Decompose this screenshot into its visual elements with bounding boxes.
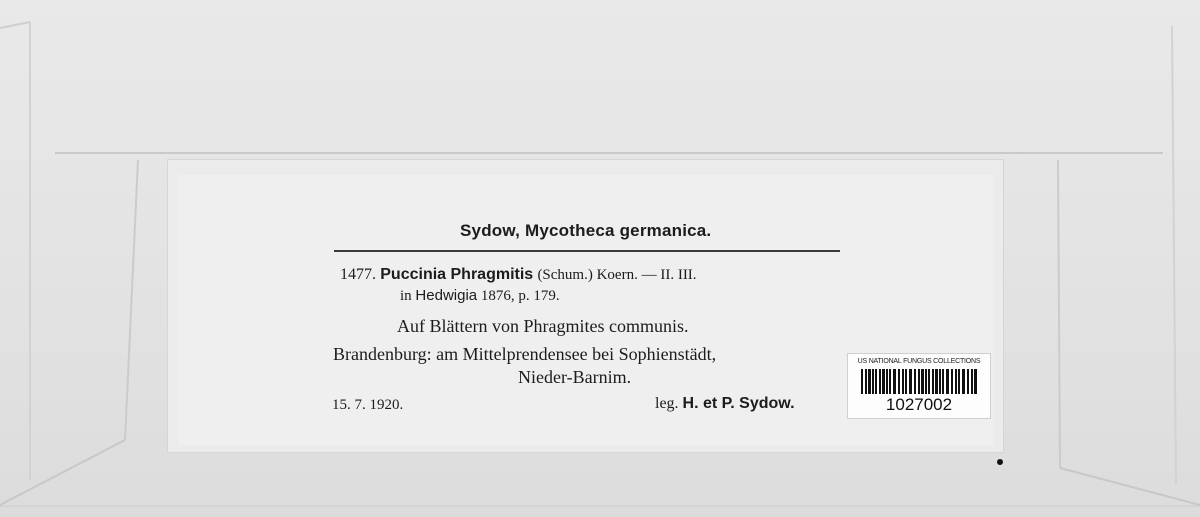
barcode-bar: [893, 369, 896, 394]
ink-spot: [997, 459, 1003, 465]
locality-line-1: Brandenburg: am Mittelprendensee bei Sophienstädt,: [333, 344, 717, 364]
collection-date: 15. 7. 1920.: [332, 397, 404, 413]
barcode-bar: [879, 369, 881, 394]
entry-number: 1477.: [340, 266, 376, 283]
reference-detail: 1876, p. 179.: [480, 288, 560, 304]
barcode-institution: US NATIONAL FUNGUS COLLECTIONS: [857, 358, 981, 365]
species-name: Puccinia Phragmitis: [380, 266, 534, 283]
barcode-label: [848, 354, 990, 418]
species-entry: [340, 264, 697, 284]
barcode-bar: [861, 369, 863, 394]
barcode-bar: [958, 369, 960, 394]
barcode-bars: [861, 369, 977, 394]
barcode-bar: [909, 369, 912, 394]
barcode-bar: [942, 369, 944, 394]
host-line: Auf Blättern von Phragmites communis.: [397, 316, 689, 336]
barcode-bar: [902, 369, 904, 394]
barcode-bar: [935, 369, 938, 394]
barcode-bar: [889, 369, 891, 394]
barcode-bar: [882, 369, 885, 394]
barcode-bar: [898, 369, 900, 394]
species-authority: (Schum.) Koern. — II. III.: [537, 267, 697, 283]
collector-names: H. et P. Sydow.: [682, 395, 795, 412]
barcode-bar: [974, 369, 977, 394]
literature-reference: [400, 287, 560, 305]
collector-prefix: leg.: [655, 395, 679, 412]
barcode-bar: [872, 369, 874, 394]
reference-journal: Hedwigia: [415, 287, 478, 304]
barcode-number: 1027002: [885, 395, 953, 414]
barcode-bar: [868, 369, 871, 394]
collector-line: [655, 395, 795, 413]
barcode-bar: [905, 369, 907, 394]
barcode-bar: [962, 369, 965, 394]
series-title: Sydow, Mycotheca germanica.: [460, 221, 712, 240]
barcode-bar: [921, 369, 924, 394]
barcode-bar: [967, 369, 969, 394]
barcode-bar: [865, 369, 867, 394]
barcode-bar: [932, 369, 934, 394]
barcode-bar: [928, 369, 930, 394]
barcode-bar: [875, 369, 877, 394]
barcode-bar: [946, 369, 949, 394]
barcode-bar: [955, 369, 957, 394]
title-divider: [334, 250, 840, 252]
barcode-bar: [914, 369, 916, 394]
barcode-bar: [939, 369, 941, 394]
barcode-bar: [918, 369, 920, 394]
locality-line-2: Nieder-Barnim.: [518, 367, 632, 387]
envelope-flap-edge: [55, 152, 1163, 154]
barcode-bar: [951, 369, 953, 394]
barcode-bar: [971, 369, 973, 394]
barcode-bar: [886, 369, 888, 394]
reference-prefix: in: [400, 288, 412, 304]
barcode-bar: [925, 369, 927, 394]
